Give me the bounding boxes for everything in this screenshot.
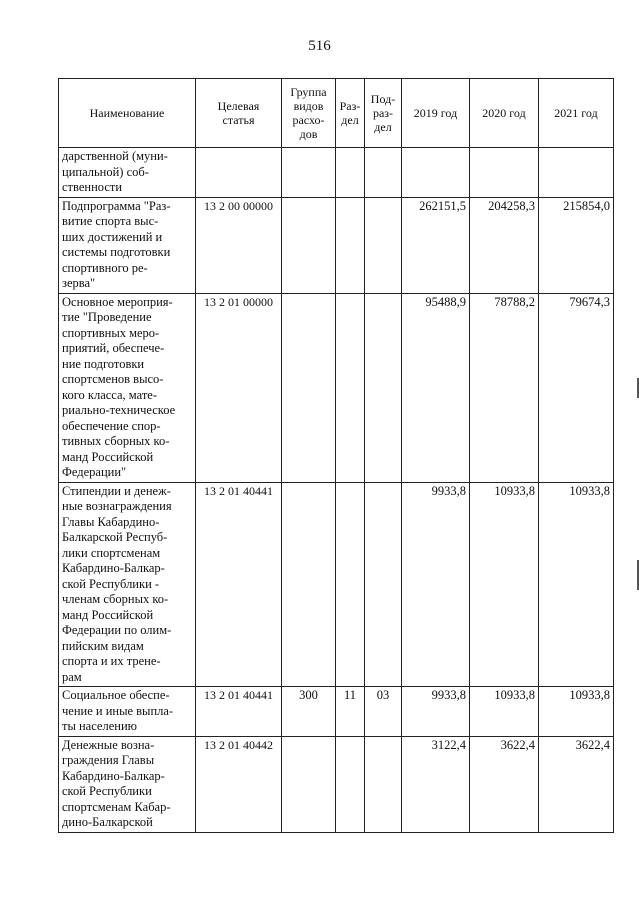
header-2021: 2021 год	[539, 79, 614, 148]
subsection-cell	[365, 482, 402, 687]
value-2019-cell: 9933,8	[402, 482, 470, 687]
value-2020-cell: 10933,8	[470, 687, 539, 737]
row-name-cell: Социальное обеспе- чение и иные выпла- ты населению	[59, 687, 196, 737]
header-section: Раз- дел	[336, 79, 365, 148]
section-cell	[336, 148, 365, 198]
header-subsection: Под- раз- дел	[365, 79, 402, 148]
value-2021-cell: 215854,0	[539, 197, 614, 293]
expense-group-cell	[282, 293, 336, 482]
table-row	[59, 148, 614, 198]
section-cell: 11	[336, 687, 365, 737]
table-row	[59, 736, 614, 832]
table-row	[59, 482, 614, 687]
value-2020-cell: 204258,3	[470, 197, 539, 293]
value-2021-cell	[539, 148, 614, 198]
target-article-cell: 13 2 01 40441	[196, 687, 282, 737]
expense-group-cell	[282, 197, 336, 293]
value-2019-cell: 9933,8	[402, 687, 470, 737]
target-article-cell	[196, 148, 282, 198]
target-article-cell: 13 2 01 40442	[196, 736, 282, 832]
expense-group-cell	[282, 148, 336, 198]
target-article-cell: 13 2 00 00000	[196, 197, 282, 293]
row-name-cell: дарственной (муни- ципальной) соб- ственности	[59, 148, 196, 198]
subsection-cell: 03	[365, 687, 402, 737]
section-cell	[336, 736, 365, 832]
value-2021-cell: 10933,8	[539, 482, 614, 687]
value-2020-cell: 3622,4	[470, 736, 539, 832]
section-cell	[336, 482, 365, 687]
subsection-cell	[365, 736, 402, 832]
value-2019-cell: 262151,5	[402, 197, 470, 293]
header-2019: 2019 год	[402, 79, 470, 148]
value-2020-cell: 78788,2	[470, 293, 539, 482]
target-article-cell: 13 2 01 00000	[196, 293, 282, 482]
page-number: 516	[308, 38, 331, 54]
budget-table	[58, 78, 614, 833]
row-name-cell: Денежные возна- граждения Главы Кабардино-Балкар- ской Республики спортсменам Кабар- дино-Балкарской	[59, 736, 196, 832]
expense-group-cell	[282, 482, 336, 687]
subsection-cell	[365, 197, 402, 293]
table-row	[59, 293, 614, 482]
table-row	[59, 687, 614, 737]
header-target-article: Целевая статья	[196, 79, 282, 148]
value-2021-cell: 10933,8	[539, 687, 614, 737]
subsection-cell	[365, 148, 402, 198]
section-cell	[336, 197, 365, 293]
value-2021-cell: 79674,3	[539, 293, 614, 482]
subsection-cell	[365, 293, 402, 482]
value-2020-cell	[470, 148, 539, 198]
row-name-cell: Подпрограмма "Раз- витие спорта выс- ших достижений и системы подготовки спортивного ре- зерва"	[59, 197, 196, 293]
header-name: Наименование	[59, 79, 196, 148]
value-2019-cell	[402, 148, 470, 198]
section-cell	[336, 293, 365, 482]
expense-group-cell	[282, 736, 336, 832]
table-row	[59, 197, 614, 293]
value-2020-cell: 10933,8	[470, 482, 539, 687]
target-article-cell: 13 2 01 40441	[196, 482, 282, 687]
header-expense-group: Группа видов расхо- дов	[282, 79, 336, 148]
expense-group-cell: 300	[282, 687, 336, 737]
table-header-row	[59, 79, 614, 148]
value-2021-cell: 3622,4	[539, 736, 614, 832]
value-2019-cell: 95488,9	[402, 293, 470, 482]
header-2020: 2020 год	[470, 79, 539, 148]
row-name-cell: Основное мероприя- тие "Проведение спортивных меро- приятий, обеспече- ние подготовки спортсменов высо- кого класса, мате- риально-техническое обеспечение спор- тивных сборных ко- манд Российской Федерации"	[59, 293, 196, 482]
value-2019-cell: 3122,4	[402, 736, 470, 832]
row-name-cell: Стипендии и денеж- ные вознаграждения Главы Кабардино- Балкарской Респуб- лики спортсменам Кабардино-Балкар- ской Республики - членам сборных ко- манд Российской Федерации по олим- пийским видам спорта и их трене- рам	[59, 482, 196, 687]
